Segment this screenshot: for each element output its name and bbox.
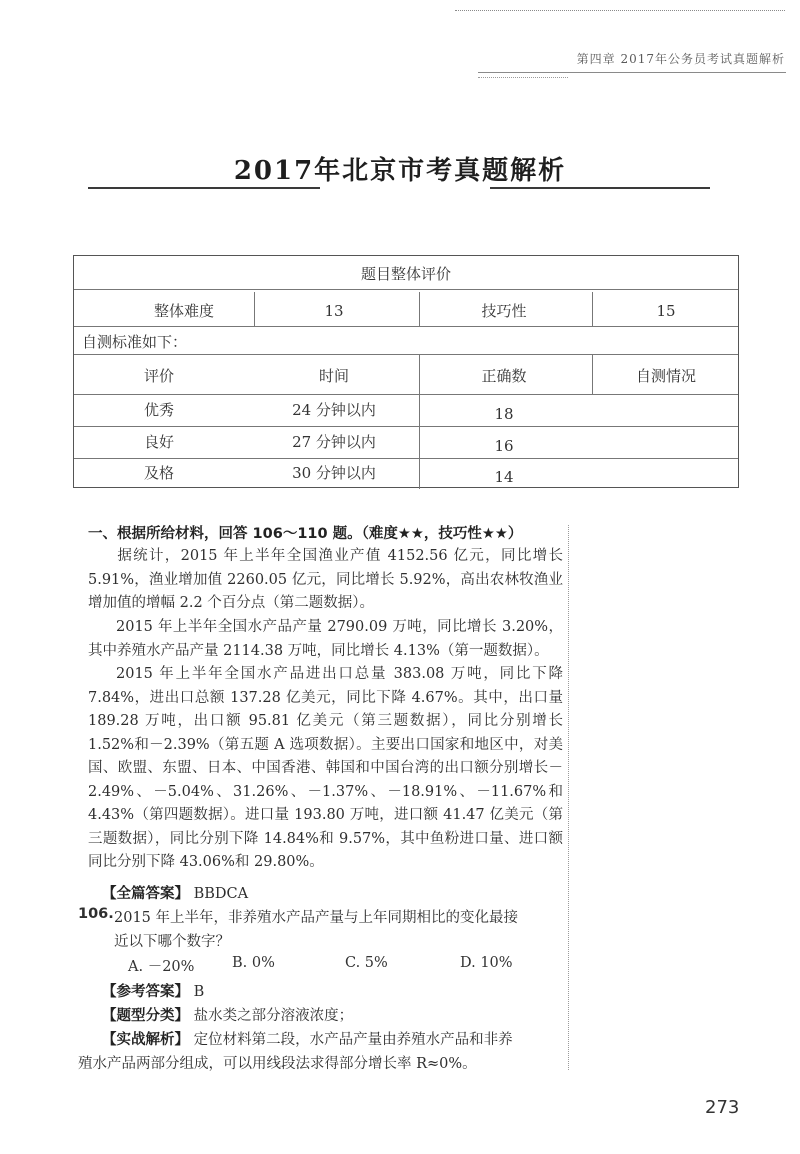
col-divider xyxy=(592,354,593,394)
row-grade: 优秀 xyxy=(143,401,174,419)
row-divider xyxy=(74,326,738,327)
row-divider xyxy=(74,394,738,395)
option-c: C. 5% xyxy=(345,955,388,971)
question-type-label: 【题型分类】 xyxy=(102,1008,189,1024)
page-title: 2017年北京市考真题解析 xyxy=(233,156,567,186)
row-time: 30 分钟以内 xyxy=(292,464,376,482)
header-dotted-rule xyxy=(478,77,568,78)
row-divider xyxy=(74,426,738,427)
question-stem-line-2: 近以下哪个数字？ xyxy=(114,934,230,950)
running-header: 第四章 2017年公务员考试真题解析 xyxy=(576,52,785,66)
analysis-line-1 xyxy=(102,1028,564,1049)
evaluation-table xyxy=(73,255,739,488)
skill-label: 技巧性 xyxy=(481,302,527,320)
row-correct: 14 xyxy=(494,468,514,486)
top-dotted-rule xyxy=(455,10,785,11)
option-a: A. －20% xyxy=(128,959,195,975)
row-grade: 良好 xyxy=(143,433,174,451)
header-correct: 正确数 xyxy=(481,367,527,385)
option-d: D. 10% xyxy=(460,955,513,971)
option-b: B. 0% xyxy=(232,955,275,971)
title-rule-right xyxy=(490,187,710,189)
analysis-label: 【实战解析】 xyxy=(102,1032,189,1048)
full-answer-label: 【全篇答案】 xyxy=(102,886,189,902)
header-grade: 评价 xyxy=(143,367,174,385)
skill-value: 15 xyxy=(656,302,676,320)
material-paragraph-3 xyxy=(88,663,563,875)
row-divider xyxy=(74,289,738,290)
question-type-value: 盐水类之部分溶液浓度； xyxy=(193,1008,354,1024)
row-grade: 及格 xyxy=(143,464,174,482)
analysis-line-2: 殖水产品两部分组成，可以用线段法求得部分增长率 R≈0%。 xyxy=(78,1056,477,1072)
section-heading: 一、根据所给材料，回答 106～110 题。（难度★★，技巧性★★） xyxy=(88,526,523,542)
material-paragraph-2 xyxy=(88,616,563,663)
material-paragraph-1 xyxy=(88,545,563,616)
row-correct: 18 xyxy=(494,405,514,423)
title-rule-left xyxy=(88,187,320,189)
header-time: 时间 xyxy=(318,367,349,385)
material-text: 据统计，2015 年上半年全国渔业产值 4152.56 亿元，同比增长 5.91%，渔业增加值 2260.05 亿元，同比增长 5.92%，高出农林牧渔业增加值的增幅 2.2 个百分点（第二题数据）。 xyxy=(88,548,563,611)
question-number: 106. xyxy=(78,906,114,922)
table-caption: 题目整体评价 xyxy=(360,265,451,283)
row-time: 24 分钟以内 xyxy=(292,401,376,419)
overall-difficulty-value: 13 xyxy=(324,302,344,320)
material-text: 2015 年上半年全国水产品进出口总量 383.08 万吨，同比下降 7.84%，进出口总额 137.28 亿美元，同比下降 4.67%。其中，出口量 189.28 万吨，出口额 95.81 亿美元（第三题数据），同比分别增长 1.52%和－2.39%（第五题 A 选项数据）。主要出口国家和地区中，对美国、欧盟、东盟、日本、中国香港、韩国和中国台湾的出口额分别增长－2.49%、－5.04%、31.26%、－1.37%、－18.91%、－11.67%和 4.43%（第四题数据）。进口量 193.80 万吨，进口额 41.47 亿美元（第三题数据），同比分别下降 14.84%和 9.57%，其中鱼粉进口量、进口额同比分别下降 43.06%和 29.80%。 xyxy=(88,666,563,870)
header-rule xyxy=(478,72,786,73)
reference-answer-label: 【参考答案】 xyxy=(102,984,189,1000)
overall-difficulty-label: 整体难度 xyxy=(153,302,214,320)
row-divider xyxy=(74,458,738,459)
full-answer-line xyxy=(102,882,248,903)
criteria-note: 自测标准如下： xyxy=(82,333,188,351)
reference-answer-value: B xyxy=(193,984,205,1000)
question-stem-line-1: 2015 年上半年，非养殖水产品产量与上年同期相比的变化最接 xyxy=(114,910,519,926)
row-divider xyxy=(74,354,738,355)
full-answer-value: BBDCA xyxy=(193,886,249,902)
page-number: 273 xyxy=(705,1097,740,1118)
material-text: 2015 年上半年全国水产品产量 2790.09 万吨，同比增长 3.20%，其中养殖水产品产量 2114.38 万吨，同比增长 4.13%（第一题数据）。 xyxy=(88,619,563,659)
margin-dotted-rule xyxy=(568,525,569,1070)
header-self-test: 自测情况 xyxy=(635,367,696,385)
analysis-text: 定位材料第二段，水产品产量由养殖水产品和非养 xyxy=(193,1032,513,1048)
row-time: 27 分钟以内 xyxy=(292,433,376,451)
row-correct: 16 xyxy=(494,437,514,455)
reference-answer-line xyxy=(102,980,204,1001)
question-type-line xyxy=(102,1004,353,1025)
